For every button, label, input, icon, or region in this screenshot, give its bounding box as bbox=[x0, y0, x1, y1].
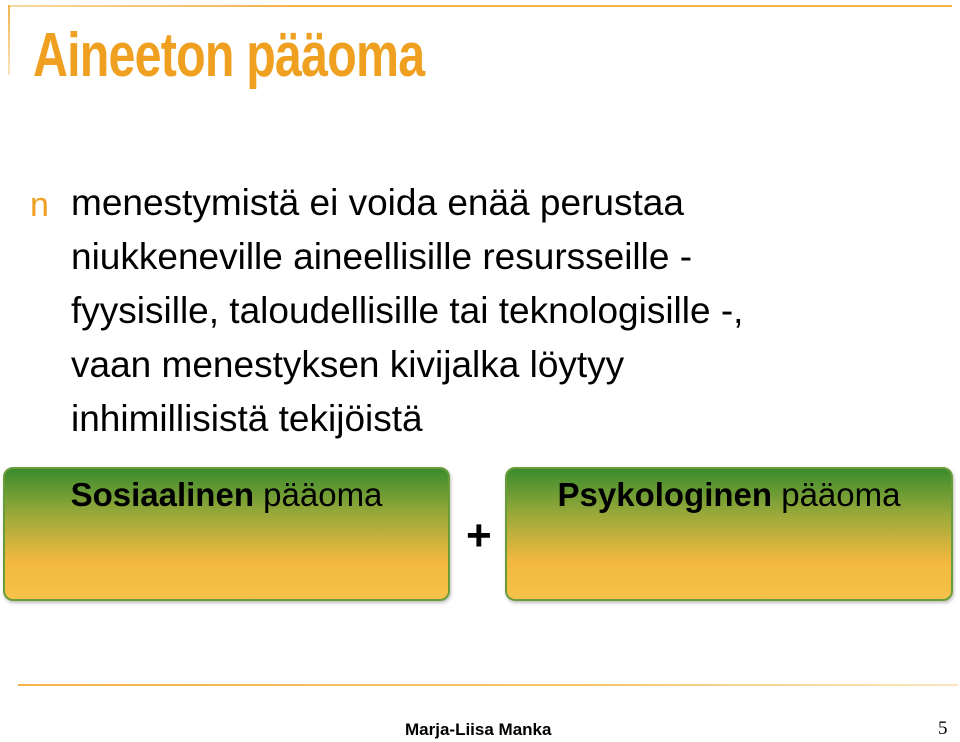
footer-author: Marja-Liisa Manka bbox=[405, 720, 552, 739]
social-capital-label bbox=[5, 475, 448, 515]
bullet-line: menestymistä ei voida enää perustaa bbox=[71, 182, 684, 223]
bullet-marker-icon: n bbox=[30, 186, 49, 224]
psychological-capital-box bbox=[505, 467, 953, 601]
top-decor-line bbox=[8, 5, 952, 7]
social-capital-label-bold: Sosiaalinen bbox=[70, 476, 254, 513]
psychological-capital-label-rest: pääoma bbox=[772, 476, 901, 513]
left-decor-line bbox=[8, 5, 10, 75]
social-capital-box bbox=[3, 467, 450, 601]
bullet-text bbox=[71, 176, 931, 446]
social-capital-label-rest: pääoma bbox=[253, 476, 383, 513]
bullet-line: vaan menestyksen kivijalka löytyy bbox=[71, 344, 625, 385]
page-number: 5 bbox=[938, 718, 948, 739]
plus-operator: + bbox=[466, 511, 492, 560]
bullet-line: niukkeneville aineellisille resursseille - bbox=[71, 236, 693, 277]
bullet-line: fyysisille, taloudellisille tai teknologisille -, bbox=[71, 290, 744, 331]
bottom-decor-line bbox=[18, 684, 958, 686]
psychological-capital-label bbox=[507, 475, 951, 515]
slide-title: Aineeton pääoma bbox=[33, 21, 425, 90]
bullet-line: inhimillisistä tekijöistä bbox=[71, 398, 423, 439]
psychological-capital-label-bold: Psykologinen bbox=[557, 476, 773, 513]
